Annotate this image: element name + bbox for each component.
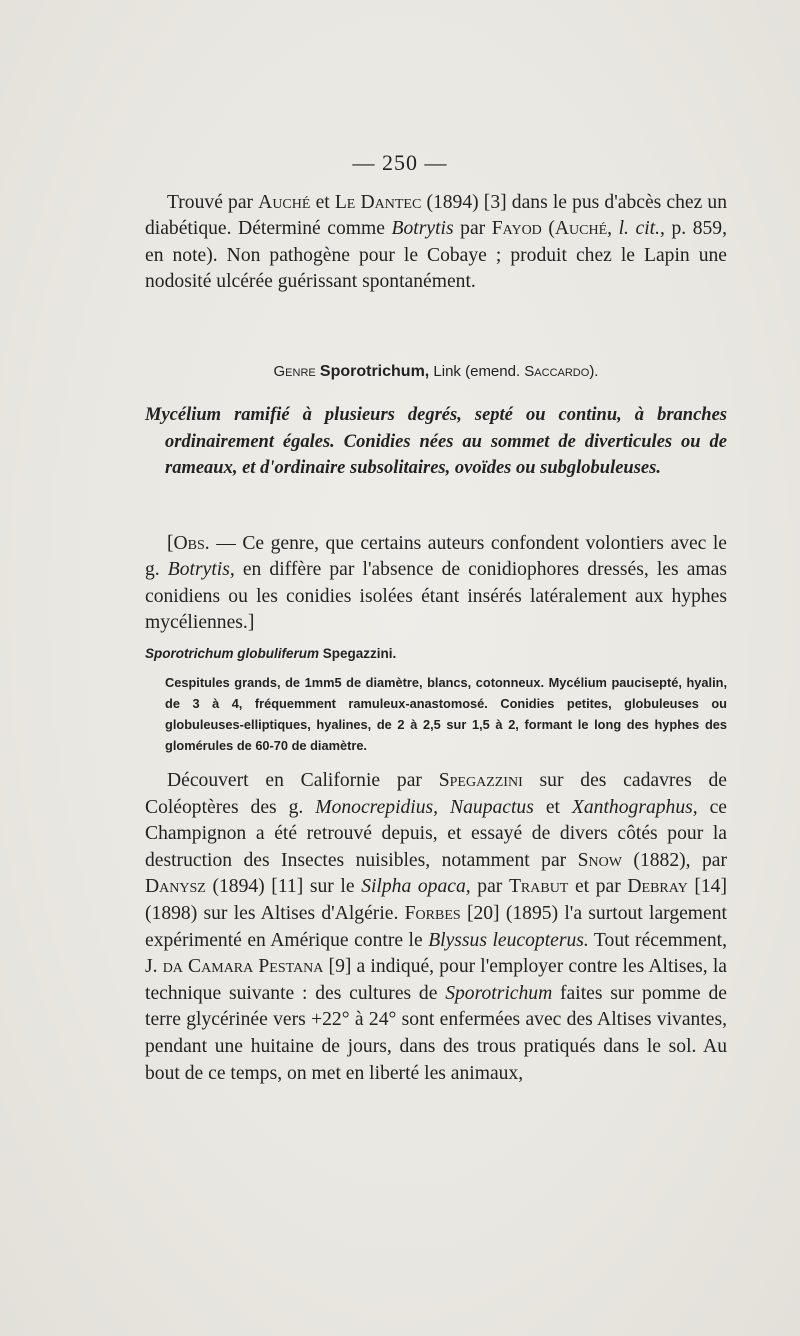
disc-part: [14] (1898) sur les Altises d'Algérie.	[145, 876, 727, 924]
intro-paragraph	[145, 190, 727, 296]
intro-part: (1894) [3] dans le pus d'abcès chez un diabétique. Déterminé comme	[145, 192, 728, 240]
genus-botrytis: Botrytis	[167, 559, 230, 581]
intro-part: par	[453, 218, 492, 240]
genre-name: Sporotrichum,	[319, 363, 430, 380]
disc-part: faites sur pomme de terre glycérinée vers +22° à 24° sont enfermées avec des Altises vivantes, pendant une huitaine de jours, dans des trous pratiqués dans le sol. Au bout de ce temps, on met en liberté les animaux,	[145, 982, 727, 1084]
species-silpha: Silpha opaca,	[361, 876, 471, 898]
author-debray: Debray	[627, 876, 688, 898]
author-auche: Auché	[554, 218, 608, 240]
species-heading	[145, 646, 727, 661]
obs-text	[145, 531, 727, 637]
discovery-text	[145, 768, 727, 1087]
author-snow: Snow	[577, 849, 622, 871]
author-trabut: Trabut	[508, 876, 569, 898]
disc-part: ce Champignon a été retrouvé depuis, et essayé de divers côtés pour la destruction des Insectes nuisibles, notamment par	[145, 796, 728, 871]
genus-sporotrichum: Sporotrichum	[445, 982, 553, 1004]
genre-prefix: Genre	[273, 363, 316, 380]
disc-part: (1894) [11] sur le	[205, 876, 362, 898]
author-forbes: Forbes	[404, 902, 461, 924]
genre-heading	[145, 363, 727, 381]
obs-part: — Ce genre, que certains auteurs confondent volontiers avec le g.	[145, 533, 727, 581]
intro-part: et	[310, 192, 335, 213]
disc-part: et	[533, 796, 572, 818]
obs-part: [	[167, 533, 174, 554]
obs-label: Obs.	[173, 533, 210, 554]
author-fayod: Fayod	[491, 218, 542, 240]
intro-part: Trouvé par	[167, 192, 259, 213]
author-da-camara-pestana: da Camara Pestana	[162, 956, 324, 978]
intro-part: , p. 859, en note). Non pathogène pour le Cobaye ; produit chez le Lapin une nodosité ulcérée guérissant spontanément.	[145, 218, 727, 293]
author-spegazzini: Spegazzini	[438, 770, 523, 791]
genre-diagnosis: Mycélium ramifié à plusieurs degrés, septé ou continu, à branches ordinairement égales. Conidies nées au sommet de diverticules ou de rameaux, et d'ordinaire subsolitaires, ovoïdes ou subglobuleuses.	[145, 405, 727, 478]
intro-part: ,	[607, 218, 619, 240]
disc-part: Tout récemment, J.	[145, 929, 727, 978]
disc-part: (1882), par	[621, 849, 728, 871]
disc-part: par	[470, 876, 509, 898]
citation-lcit: l. cit.	[618, 218, 660, 240]
species-author: Spegazzini.	[319, 646, 397, 661]
intro-text	[145, 190, 727, 296]
obs-paragraph	[145, 531, 727, 637]
discovery-paragraph	[145, 768, 727, 1087]
disc-part: [9] a indiqué, pour l'employer contre les Altises, la technique suivante : des cultures de	[145, 956, 727, 1004]
author-le-dantec: Le Dantec	[334, 192, 422, 213]
species-description	[145, 672, 727, 756]
species-description-text: Cespitules grands, de 1mm5 de diamètre, blancs, cotonneux. Mycélium paucisepté, hyalin, de 3 à 4, fréquemment ramuleux-anastomosé. Conidies petites, globuleuses ou globuleuses-elliptiques, hyalines, de 2 à 2,5 sur 1,5 à 2, formant le long des hyphes des glomérules de 60-70 de diamètre.	[165, 675, 727, 753]
disc-part: Découvert en Californie par	[167, 770, 439, 791]
intro-part: (	[541, 218, 555, 240]
disc-part: sur des cadavres de Coléoptères des g.	[145, 770, 727, 818]
author-saccardo: Saccardo	[524, 363, 590, 380]
disc-part: [20] (1895) l'a surtout largement expérimenté en Amérique contre le	[145, 902, 727, 951]
author-danysz: Danysz	[145, 876, 206, 898]
disc-part: et par	[568, 876, 628, 898]
genus-botrytis: Botrytis	[391, 218, 454, 240]
species-blyssus: Blyssus leucopterus.	[428, 929, 589, 951]
genus-monocrepidius: Monocrepidius, Naupactus	[315, 796, 534, 818]
genus-xanthographus: Xanthographus,	[571, 796, 698, 818]
genre-suffix: ).	[589, 363, 599, 380]
genre-suffix: Link (emend.	[429, 363, 525, 380]
page-number: — 250 —	[352, 150, 448, 175]
obs-part: , en diffère par l'absence de conidiophores dressés, les amas conidiens ou les conidies isolées étant insérés latéralement aux hyphes mycéliennes.]	[145, 559, 727, 634]
species-name: Sporotrichum globuliferum	[145, 646, 319, 661]
author-auche: Auché	[258, 192, 311, 213]
